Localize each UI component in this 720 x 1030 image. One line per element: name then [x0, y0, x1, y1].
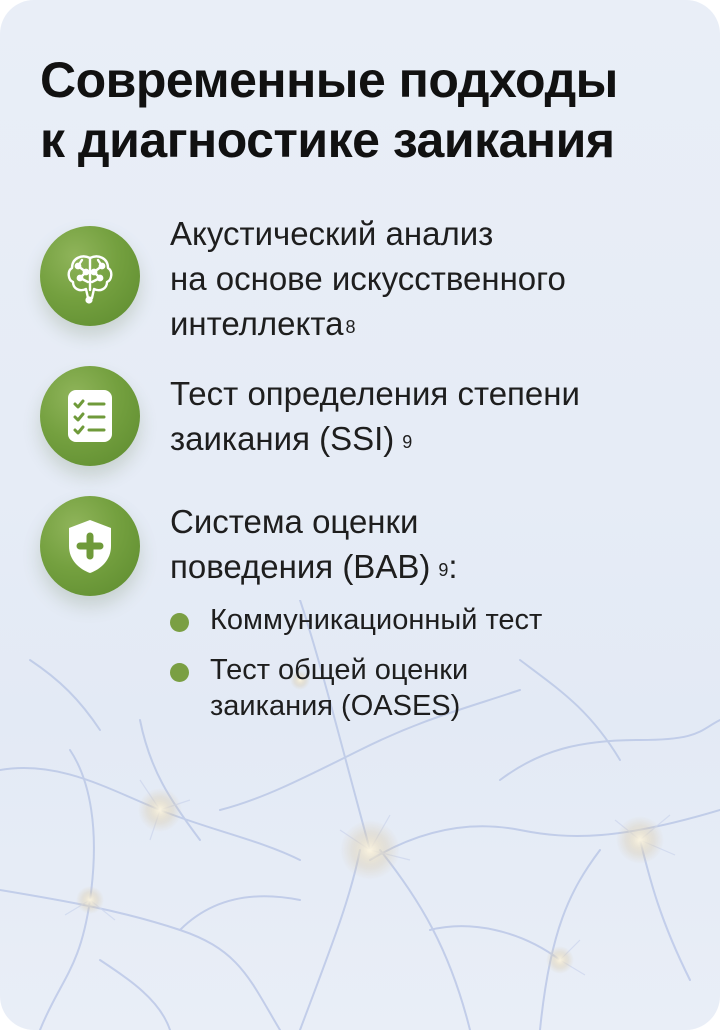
- item-1-line-1: Акустический анализ: [170, 215, 494, 252]
- item-ssi-test: [170, 371, 690, 461]
- list-item: [170, 652, 690, 724]
- item-acoustic-analysis: [170, 211, 690, 346]
- title-line-2: к диагностике заикания: [40, 112, 615, 168]
- subitem-1-line-1: Коммуникационный тест: [210, 604, 543, 636]
- item-3-suffix: :: [448, 548, 458, 585]
- bab-subitems-list: [170, 602, 690, 738]
- item-2-line-2: заикания (SSI): [170, 420, 395, 457]
- item-1-line-2: на основе искусственного: [170, 260, 566, 297]
- subitem-2-line-2: заикания (OASES): [210, 690, 461, 722]
- title-line-1: Современные подходы: [40, 52, 618, 108]
- item-2-line-1: Тест определения степени: [170, 375, 580, 412]
- checklist-icon: [40, 366, 140, 466]
- item-3-line-1: Система оценки: [170, 503, 419, 540]
- shield-plus-icon: [40, 496, 140, 596]
- item-2-reference: 9: [402, 432, 413, 452]
- item-3-reference: 9: [438, 560, 449, 580]
- page-title: [40, 50, 700, 170]
- subitem-2-line-1: Тест общей оценки: [210, 654, 469, 686]
- brain-network-icon: [40, 226, 140, 326]
- bullet-dot: [170, 613, 189, 632]
- bullet-dot: [170, 663, 189, 682]
- item-3-line-2: поведения (BAB): [170, 548, 431, 585]
- item-1-reference: 8: [345, 317, 356, 337]
- list-item: [170, 602, 690, 638]
- item-1-line-3: интеллекта: [170, 305, 344, 342]
- item-bab-system: [170, 499, 690, 589]
